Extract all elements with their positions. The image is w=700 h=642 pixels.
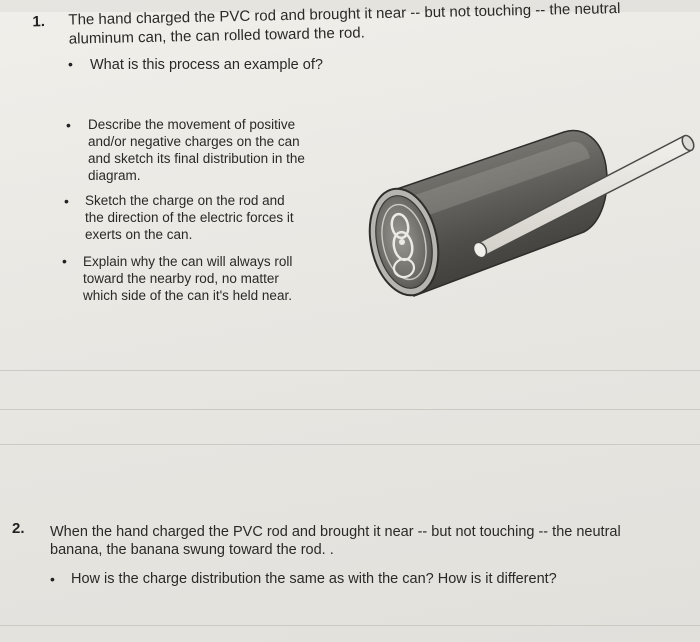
question-number: 2.	[12, 520, 25, 537]
divider-line	[0, 625, 700, 626]
bullet-icon: •	[68, 56, 73, 72]
divider-line	[0, 370, 700, 371]
divider-line	[0, 409, 700, 410]
bullet-line: toward the nearby rod, no matter	[83, 271, 279, 286]
bullet-line: the direction of the electric forces it	[85, 210, 294, 225]
bullet-line: which side of the can it's held near.	[83, 288, 292, 303]
question-text-line: The hand charged the PVC rod and brought it near -- but not touching -- the neutral	[68, 0, 621, 29]
bullet-item	[88, 116, 305, 184]
question-text-line: When the hand charged the PVC rod and brought it near -- but not touching -- the neutral	[50, 524, 621, 540]
bullet-item	[85, 192, 294, 243]
bullet-icon: •	[66, 117, 71, 133]
can-and-rod-diagram	[366, 118, 696, 318]
aluminum-can	[366, 131, 607, 302]
bullet-line: Explain why the can will always roll	[83, 254, 293, 269]
bullet-line: exerts on the can.	[85, 227, 193, 242]
bullet-line: Sketch the charge on the rod and	[85, 193, 285, 208]
divider-line	[0, 444, 700, 445]
sub-question: How is the charge distribution the same as with the can? How is it different?	[71, 571, 557, 587]
question-text-line: banana, the banana swung toward the rod. .	[50, 542, 334, 558]
bullet-line: diagram.	[88, 168, 141, 183]
sub-question: What is this process an example of?	[90, 57, 323, 73]
question-number: 1.	[32, 13, 46, 31]
bullet-line: and/or negative charges on the can	[88, 134, 300, 149]
bullet-line: and sketch its final distribution in the	[88, 151, 305, 166]
question-text-line: aluminum can, the can rolled toward the rod.	[68, 24, 365, 48]
bullet-icon: •	[62, 253, 67, 269]
bullet-item	[83, 253, 292, 304]
bullet-icon: •	[50, 571, 55, 587]
bullet-line: Describe the movement of positive	[88, 117, 296, 132]
bullet-icon: •	[64, 193, 69, 209]
